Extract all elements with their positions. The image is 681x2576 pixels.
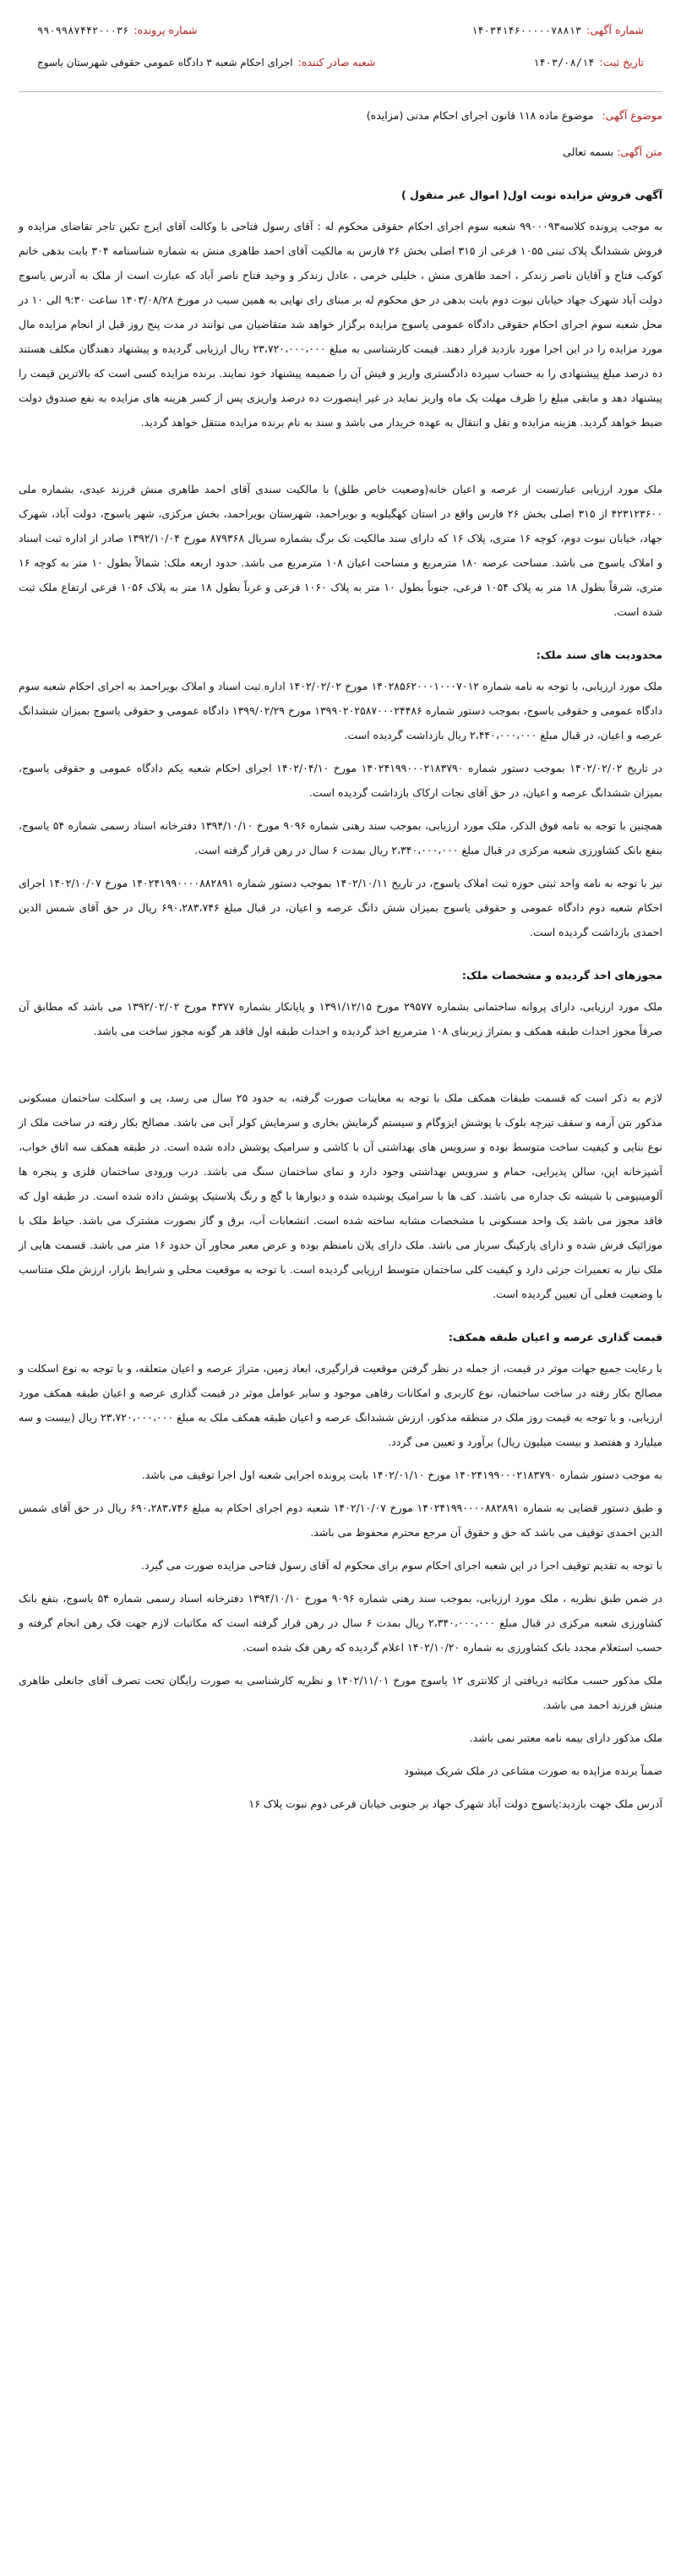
ad-text-line — [19, 139, 662, 164]
issuer-label: شعبه صادر کننده: — [297, 56, 376, 68]
ad-number — [471, 24, 644, 36]
basmala: بسمه تعالی — [563, 145, 614, 158]
note-5: ملک مذکور حسب مکاتبه دریافتی از کلانتری ۱۲ یاسوج مورخ ۱۴۰۲/۱۱/۰۱ و نظریه کارشناسی به صورت رایگان تحت تصرف آقای جانعلی طاهری منش فرزند احمد می باشد. — [19, 1674, 662, 1711]
note-2: و طبق دستور قضایی به شماره ۱۴۰۲۴۱۹۹۰۰۰۰۸۸۲۸۹۱ مورخ ۱۴۰۲/۱۰/۰۷ شعبه دوم اجرای احکام به مبلغ ۶۹۰،۲۸۳،۷۴۶ ریال در حق آقای شمس الدین احمدی توقیف می باشد که حق و حقوق آن مرجع محترم محفوظ می باشد. — [19, 1501, 662, 1539]
restriction-2: در تاریخ ۱۴۰۲/۰۲/۰۲ بموجب دستور شماره ۱۴۰۲۴۱۹۹۰۰۰۲۱۸۳۷۹۰ مورخ ۱۴۰۲/۰۴/۱۰ اجرای احکام شعبه یکم دادگاه عمومی و حقوقی یاسوج، بمیزان ششدانگ عرصه و اعیان، در حق آقای نجات ارکاک بازداشت گردیده است. — [19, 762, 662, 799]
notice-body — [19, 103, 662, 1824]
restriction-4: نیز با توجه به نامه واحد ثبتی حوزه ثبت املاک یاسوج، در تاریخ ۱۴۰۲/۱۰/۱۱ بموجب دستور شماره ۱۴۰۲۴۱۹۹۰۰۰۰۸۸۲۸۹۱ مورخ ۱۴۰۲/۱۰/۰۷ اجرای احکام شعبه دوم دادگاه عمومی و حقوقی یاسوج بمیزان شش دانگ عرصه و اعیان، در قبال مبلغ ۶۹۰،۲۸۳،۷۴۶ ریال در حق آقای شمس الدین احمدی بازداشت گردیده است. — [19, 877, 663, 938]
notice-header — [19, 0, 662, 78]
note-4: در ضمن طبق نظریه ، ملک مورد ارزیابی، بموجب سند رهنی شماره ۹۰۹۶ مورخ ۱۳۹۴/۱۰/۱۰ دفترخانه اسناد رسمی شماره ۵۴ یاسوج، بنفع بانک کشاورزی شعبه مرکزی در قبال مبلغ ۲،۳۴۰،۰۰۰،۰۰۰ ریال بمدت ۶ سال در رهن قرار گرفته است که مکاتبات لازم جهت فک رهن انجام گرفته و حسب استعلام مجدد بانک کشاورزی به شماره ۱۴۰۲/۱۰/۲۰ اعلام گردیده که رهن فک شده است. — [19, 1592, 662, 1654]
header-divider — [19, 91, 662, 92]
restriction-1: ملک مورد ارزیابی، با توجه به نامه شماره ۱۴۰۲۸۵۶۲۰۰۰۱۰۰۰۷۰۱۲ مورخ ۱۴۰۲/۰۲/۰۲ اداره ثبت اسناد و املاک بویراحمد به اجرای احکام شعبه سوم دادگاه عمومی و حقوقی یاسوج، بموجب دستور شماره ۱۳۹۹۰۲۰۲۵۸۷۰۰۰۲۴۴۸۶ مورخ ۱۳۹۹/۰۲/۲۹ دادگاه عمومی و حقوقی یاسوج بمیزان ششدانگ عرصه و اعیان، در قبال مبلغ ۲،۴۴۰،۰۰۰،۰۰۰ ریال بازداشت گردیده است. — [19, 680, 662, 741]
ad-date — [533, 56, 644, 68]
restrictions-heading: محدودیت های سند ملک: — [536, 648, 662, 661]
ad-date-value: ۱۴۰۳/۰۸/۱۴ — [533, 57, 595, 68]
notice-title: آگهی فروش مزایده نوبت اول( اموال غیر منقول ) — [400, 189, 662, 201]
case-number-label: شماره پرونده: — [133, 24, 198, 36]
case-number — [37, 24, 198, 36]
ad-text-label: متن آگهی: — [617, 145, 662, 158]
specs-paragraph: ملک مورد ارزیابی عبارتست از عرصه و اعیان خانه(وضعیت خاص طلق) با مالکیت سندی آقای احمد طاهری منش فرزند عیدی، بشماره ملی ۴۲۳۱۲۳۶۰۰ از ۳۱۵ اصلی بخش ۲۶ فارس واقع در استان کهگیلویه و بویراحمد، شهرستان بویراحمد، بخش مرکزی، شهر یاسوج، دولت آباد، شهرک جهاد، خیابان نبوت دوم، کوچه ۱۶ متری، پلاک ۱۶ که دارای سند مالکیت تک برگ بشماره سریال ۸۷۹۳۶۸ مورخ ۱۳۹۲/۱۰/۰۴ صادر از اداره ثبت اسناد و املاک یاسوج می باشد. مساحت عرصه ۱۸۰ مترمربع و مساحت اعیان ۱۰۸ مترمربع می باشد. حدود اربعه ملک: شمالاً بطول ۱۰ متر به کوچه ۱۶ متری، شرقاً بطول ۱۸ متر به پلاک ۱۰۵۴ فرعی، جنوباً بطول ۱۰ متر به پلاک ۱۰۶۰ فرعی و غرباً بطول ۱۸ متر به پلاک ۱۰۵۶ فرعی ارتفاع ملک ثبت شده است. — [19, 483, 663, 618]
subject-text: موضوع ماده ۱۱۸ قانون اجرای احکام مدنی (مزایده) — [366, 109, 594, 122]
restriction-3: همچنین با توجه به نامه فوق الذکر، ملک مورد ارزیابی، بموجب سند رهنی شماره ۹۰۹۶ مورخ ۱۳۹۴/۱۰/۱۰ دفترخانه اسناد رسمی شماره ۵۴ یاسوج، بنفع بانک کشاورزی شعبه مرکزی در قبال مبلغ ۲،۳۴۰،۰۰۰،۰۰۰ ریال بمدت ۶ سال در رهن قرار گرفته است. — [19, 819, 662, 856]
address-line: آدرس ملک جهت بازدید:یاسوج دولت آباد شهرک جهاد بر جنوبی خیابان فرعی دوم نبوت پلاک ۱۶ — [248, 1797, 662, 1810]
permits-heading: مجوزهای اخذ گردیده و مشخصات ملک: — [461, 969, 662, 982]
note-1: به موجب دستور شماره ۱۴۰۲۴۱۹۹۰۰۰۲۱۸۳۷۹۰ مورخ ۱۴۰۲/۰۱/۱۰ بابت پرونده اجرایی شعبه اول اجرا توقیف می باشد. — [141, 1468, 662, 1481]
description-paragraph: لازم به ذکر است که قسمت طبقات همکف ملک با توجه به معاینات صورت گرفته، به حدود ۲۵ سال می رسد، پی و اسکلت ساختمان مسکونی مذکور بتن آرمه و سقف تیرچه بلوک با پوشش ایزوگام و سیستم گرمایش بخاری و سرمایش کولر آبی می باشد. مصالح بکار رفته در ساخت ملک از نوع بنایی و کیفیت ساخت متوسط بوده و سرویس های بهداشتی آن با کاشی و سرامیک پوشش داده شده است. در طبقه همکف سه اتاق خواب، آشپزخانه اپن، سالن پذیرایی، حمام و سرویس بهداشتی وجود دارد و نمای ساختمان سنگ می باشد. درب ورودی ساختمان فلزی و پنجره ها آلومینیومی با شیشه تک جداره می باشند. کف ها با سرامیک پوشیده شده و دیوارها با گچ و رنگ پلاستیک پوشش داده شده است. در طبقه اول که فاقد مجوز می باشد یک واحد مسکونی با مشخصات مشابه ساخته شده است. انشعابات آب، برق و گاز بصورت مشترک می باشد. حیاط ملک با موزائیک فرش شده و دارای پارکینگ سرباز می باشد. ملک دارای پلان نامنظم بوده و عرض معبر مجاور آن حدود ۱۶ متر می باشد. قسمت هایی از ملک نیاز به تعمیرات جزئی دارد و کیفیت کلی ساختمان متوسط ارزیابی گردیده است. با توجه به موقعیت محلی و شرایط بازار، ارزش ملک متناسب با وضعیت فعلی آن تعیین گردیده است. — [19, 1091, 663, 1300]
note-3: با توجه به تقدیم توقیف اجرا در این شعبه اجرای احکام سوم برای محکوم له آقای رسول فتاحی مزایده صورت می گیرد. — [141, 1559, 662, 1572]
ad-number-label: شماره آگهی: — [586, 24, 644, 36]
case-number-value: ۹۹۰۹۹۸۷۴۴۲۰۰۰۳۶ — [37, 25, 129, 36]
valuation-heading: قیمت گذاری عرصه و اعیان طبقه همکف: — [448, 1331, 662, 1343]
subject-label: موضوع آگهی: — [602, 109, 662, 122]
ad-date-label: تاریخ ثبت: — [599, 56, 644, 68]
permits-paragraph: ملک مورد ارزیابی، دارای پروانه ساختمانی بشماره ۲۹۵۷۷ مورخ ۱۳۹۱/۱۲/۱۵ و پایانکار بشماره ۴۳۷۷ مورخ ۱۳۹۲/۰۲/۰۲ می باشد که مطابق آن صرفاً مجوز احداث طبقه همکف و بمتراژ زیربنای ۱۰۸ مترمربع اخذ گردیده و احداث طبقه اول فاقد هر گونه مجوز ساخت می باشد. — [19, 1000, 662, 1037]
intro-paragraph: به موجب پرونده کلاسه۹۹۰۰۰۹۳ شعبه سوم اجرای احکام حقوقی محکوم له : آقای رسول فتاحی با وکالت آقای ایرج تکین تاجر تقاضای مزایده و فروش ششدانگ پلاک ثبتی ۱۰۵۵ فرعی از ۳۱۵ اصلی بخش ۲۶ فارس به مالکیت آقای احمد طاهری منش به شماره شناسنامه ۳۰۴ بابت بدهی خانم کوکب فتاح و آقایان ناصر زندکر ، احمد طاهری منش ، خلیلی خرمی ، عادل زندکر و وحید فتاح ناصر آباد که عبارت است از ملک به آدرس یاسوج دولت آباد شهرک جهاد خیابان نبوت دوم بابت بدهی در حق محکوم له بر مبنای رای نهایی به همین سبب در مورخ ۱۴۰۳/۰۸/۲۸ ساعت ۹:۳۰ الی ۱۰ در محل شعبه سوم اجرای احکام حقوقی دادگاه عمومی یاسوج مزایده برگزار خواهد شد متقاضیان می توانند در مدت پنج روز قبل از انجام مزایده مال مورد مزایده را در این اجرا مورد بازدید قرار دهند. قیمت کارشناسی به مبلغ ۲۳،۷۲۰،۰۰۰،۰۰۰ ریال ارزیابی گردیده و پیشنهاد دهندگان مکلف هستند ده درصد مبلغ پیشنهادی را به حساب سپرده دادگستری واریز و فیش آن را ضمیمه پیشنهاد خود نمایند. برنده مزایده کسی است که بالاترین قیمت را پیشنهاد دهد و مابقی مبلغ را ظرف مهلت یک ماه واریز نماید در غیر اینصورت ده درصد واریزی پس از کسر هزینه های مزایده به نفع صندوق دولت ضبط خواهد گردید. هزینه مزایده و نقل و انتقال به عهده خریدار می باشد و سند به نام برنده مزایده منتقل خواهد گردید. — [19, 220, 662, 429]
note-6: ملک مذکور دارای بیمه نامه معتبر نمی باشد. — [469, 1731, 662, 1744]
ad-number-value: ۱۴۰۳۴۱۴۶۰۰۰۰۰۷۸۸۱۳ — [471, 25, 582, 36]
subject-line — [19, 103, 662, 128]
issuer-value: اجرای احکام شعبه ۳ دادگاه عمومی حقوقی شهرستان یاسوج — [37, 57, 293, 68]
note-7: ضمناً برنده مزایده به صورت مشاعی در ملک شریک میشود — [404, 1764, 662, 1777]
valuation-paragraph: با رعایت جمیع جهات موثر در قیمت، از جمله در نظر گرفتن موقعیت قرارگیری، ابعاد زمین، متراژ عرصه و اعیان متعلقه، و با توجه به نوع اسکلت و مصالح بکار رفته در ساخت ساختمان، نوع کاربری و امکانات رفاهی موجود و سایر عوامل موثر در قیمت گذاری عرصه و اعیان طبقه همکف مورد ارزیابی، و با توجه به قیمت روز ملک در منطقه مذکور، ارزش ششدانگ عرصه و اعیان طبقه همکف ملک به مبلغ ۲۳،۷۲۰،۰۰۰،۰۰۰ ریال (بیست و سه میلیارد و هفتصد و بیست میلیون ریال) برآورد و تعیین می گردد. — [19, 1362, 662, 1448]
issuer — [37, 56, 375, 68]
